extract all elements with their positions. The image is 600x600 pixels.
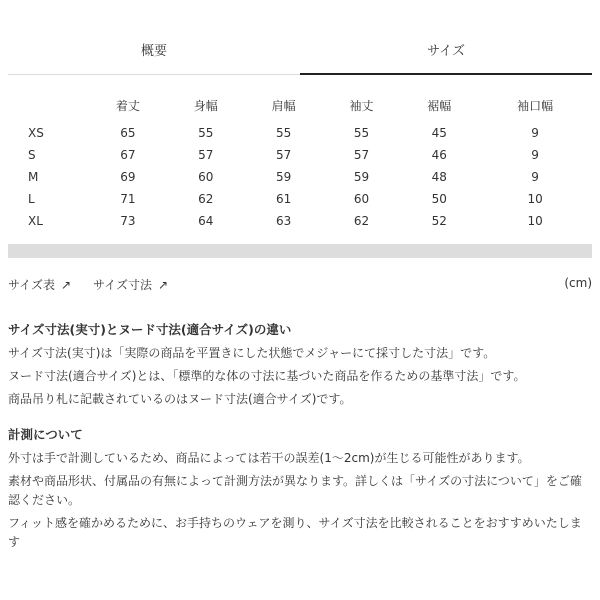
table-cell: 55 [198, 126, 214, 140]
tab-bar [8, 30, 592, 74]
size-label: S [28, 148, 36, 162]
table-row [8, 122, 592, 144]
horizontal-scrollbar[interactable] [8, 244, 592, 258]
column-header: 肩幅 [271, 98, 296, 113]
table-cell: 59 [275, 170, 292, 184]
tab-size[interactable]: サイズ [427, 44, 465, 59]
column-header: 裾幅 [427, 98, 452, 113]
section-heading: サイズ寸法(実寸)とヌード寸法(適合サイズ)の違い [8, 322, 292, 337]
section-heading: 計測について [8, 427, 83, 442]
size-chart-link-label: サイズ表 [8, 278, 56, 292]
table-cell: 55 [275, 126, 292, 140]
size-measure-link[interactable] [93, 276, 168, 293]
table-cell: 62 [198, 192, 214, 206]
table-cell: 60 [198, 170, 214, 184]
size-label: XL [28, 214, 43, 228]
note-line: 素材や商品形状、付属品の有無によって計測方法が異なります。詳しくは「サイズの寸法について」をご確認ください。 [8, 474, 582, 507]
table-cell: 46 [431, 148, 447, 162]
table-cell: 9 [531, 148, 539, 162]
size-chart-link[interactable] [8, 276, 71, 293]
table-cell: 64 [198, 214, 214, 228]
table-cell: 62 [353, 214, 370, 228]
table-row [8, 144, 592, 166]
table-cell: 63 [275, 214, 292, 228]
table-cell: 59 [353, 170, 370, 184]
tab-overview[interactable]: 概要 [140, 44, 167, 59]
size-label: M [28, 170, 39, 184]
table-row [8, 188, 592, 210]
column-header: 袖口幅 [517, 98, 554, 113]
table-cell: 10 [527, 192, 543, 206]
note-line: ヌード寸法(適合サイズ)とは、「標準的な体の寸法に基づいた商品を作るための基準寸法」です。 [8, 369, 526, 383]
table-cell: 65 [120, 126, 136, 140]
table-row [8, 210, 592, 232]
table-cell: 50 [431, 192, 447, 206]
table-cell: 10 [527, 214, 543, 228]
note-line: フィット感を確かめるために、お手持ちのウェアを測り、サイズ寸法を比較されることをおすすめいたします [8, 516, 582, 549]
column-header: 着丈 [115, 98, 140, 113]
table-cell: 57 [353, 148, 370, 162]
table-cell: 71 [120, 192, 136, 206]
table-cell: 73 [120, 214, 136, 228]
table-cell: 52 [431, 214, 447, 228]
table-cell: 57 [198, 148, 214, 162]
table-cell: 57 [275, 148, 292, 162]
external-link-arrow-icon: ↗ [61, 278, 72, 292]
note-line: 商品吊り札に記載されているのはヌード寸法(適合サイズ)です。 [8, 392, 352, 406]
notes-section-measurement [8, 425, 592, 552]
table-header-row [8, 88, 592, 122]
table-cell: 45 [431, 126, 447, 140]
unit-label: (cm) [564, 276, 592, 290]
table-cell: 9 [531, 126, 539, 140]
corner-cell [8, 88, 89, 122]
size-notes [8, 320, 592, 556]
table-cell: 69 [120, 170, 136, 184]
size-links [8, 276, 186, 293]
table-cell: 60 [353, 192, 370, 206]
size-measure-link-label: サイズ寸法 [92, 278, 152, 292]
external-link-arrow-icon: ↗ [157, 278, 169, 292]
size-table [8, 88, 592, 232]
table-cell: 67 [120, 148, 136, 162]
note-line: 外寸は手で計測しているため、商品によっては若干の誤差(1〜2cm)が生じる可能性があります。 [8, 451, 530, 465]
table-cell: 55 [353, 126, 370, 140]
size-label: L [28, 192, 35, 206]
active-tab-indicator [300, 73, 592, 75]
table-cell: 9 [531, 170, 539, 184]
note-line: サイズ寸法(実寸)は「実際の商品を平置きにした状態でメジャーにて採寸した寸法」です。 [8, 346, 496, 360]
notes-section-difference [8, 320, 592, 409]
column-header: 身幅 [193, 98, 218, 113]
size-label: XS [28, 126, 44, 140]
table-cell: 48 [431, 170, 447, 184]
table-cell: 61 [275, 192, 292, 206]
table-row [8, 166, 592, 188]
column-header: 袖丈 [349, 98, 374, 113]
